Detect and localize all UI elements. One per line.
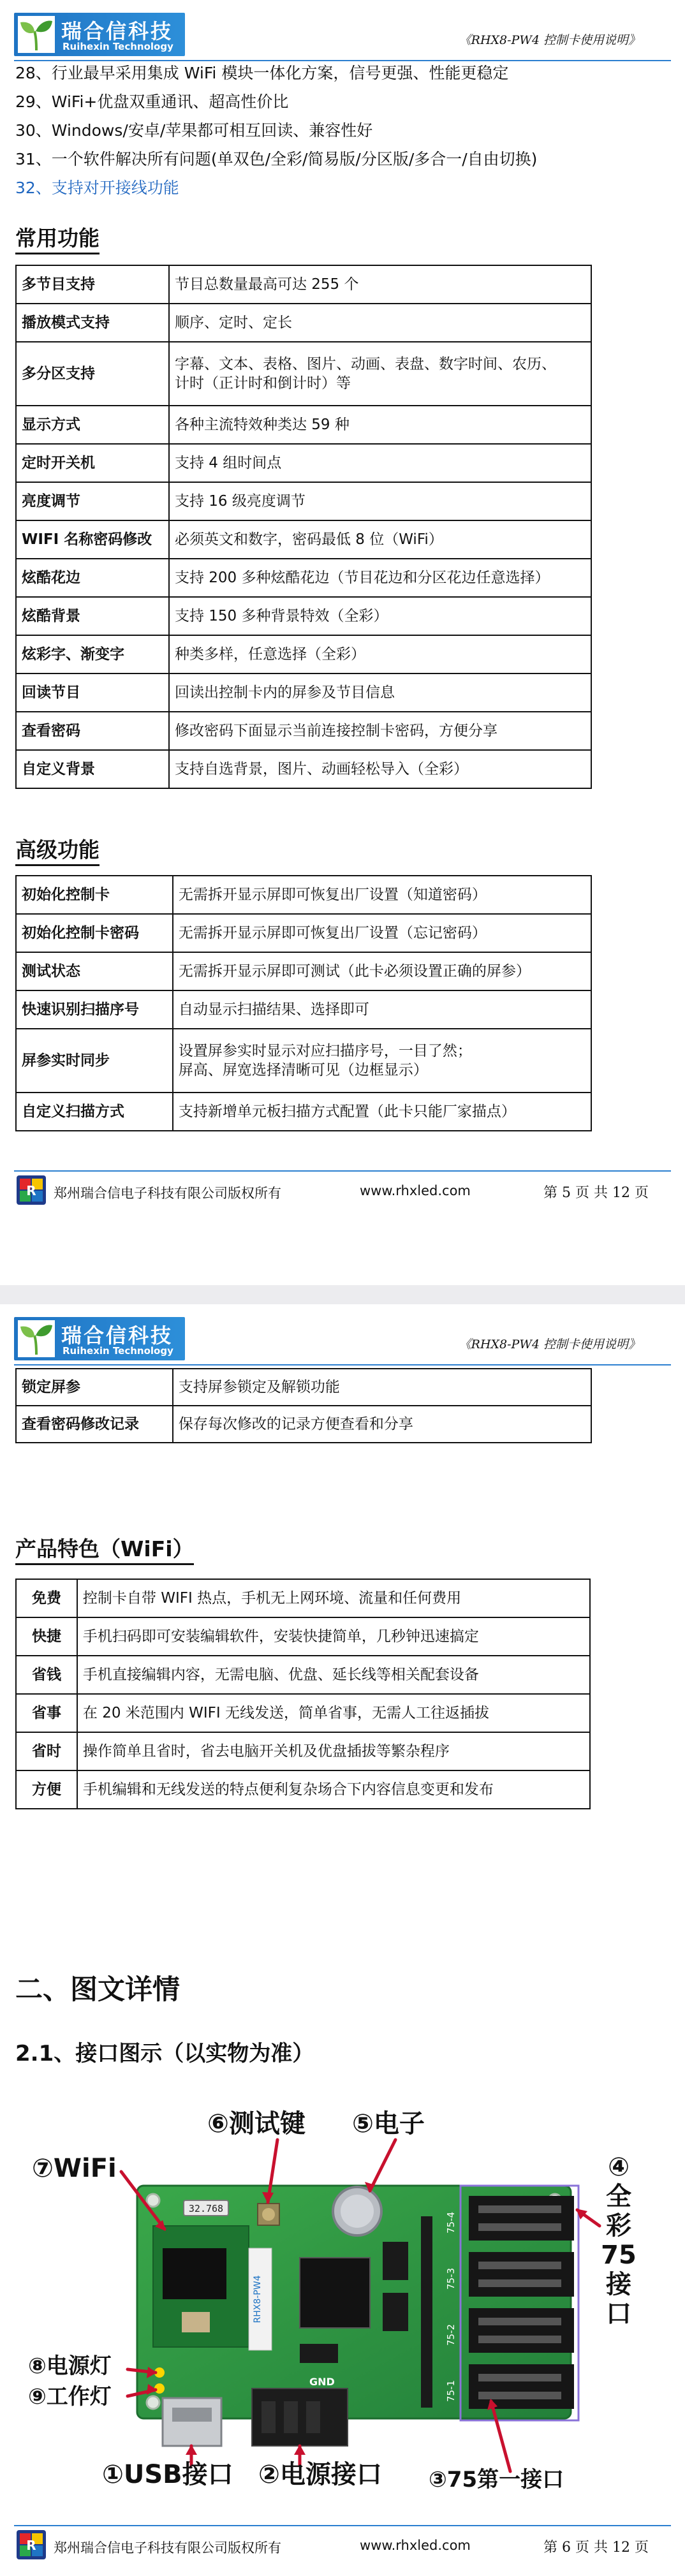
table-key: 快速识别扫描序号: [16, 990, 173, 1029]
company-logo: [14, 13, 185, 56]
table-value-line: 屏高、屏宽选择清晰可见（边框显示）: [178, 1062, 428, 1078]
footer-company: 郑州瑞合信电子科技有限公司版权所有: [54, 2540, 281, 2556]
document-title: 《RHX8-PW4 控制卡使用说明》: [459, 1337, 640, 1351]
table-row: [16, 952, 591, 990]
table-key: 方便: [16, 1770, 77, 1809]
table-key: 炫酷背景: [16, 597, 169, 635]
table-row: [16, 750, 591, 788]
document-page-5: [0, 0, 685, 1285]
feature-item-28: 28、行业最早采用集成 WiFi 模块一体化方案，信号更强、性能更稳定: [15, 64, 509, 82]
table-row: [16, 1617, 590, 1656]
table-value: 支持 200 多种炫酷花边（节目花边和分区花边任意选择）: [169, 559, 591, 597]
logo-chinese-name: 瑞合信科技: [61, 19, 173, 43]
feature-item-32: 32、支持对开接线功能: [15, 179, 179, 197]
table-key: 显示方式: [16, 406, 169, 444]
table-value: 无需拆开显示屏即可恢复出厂设置（忘记密码）: [173, 914, 591, 952]
leaf-logo-icon: [18, 1320, 55, 1357]
table-row: [16, 673, 591, 712]
logo-english-name: Ruihexin Technology: [63, 1345, 173, 1357]
port-label: 75-4: [445, 2211, 457, 2234]
table-key: 自定义背景: [16, 750, 169, 788]
table-key: WIFI 名称密码修改: [16, 520, 169, 559]
footer-url[interactable]: www.rhxled.com: [360, 2538, 471, 2553]
svg-text:R: R: [26, 2538, 36, 2553]
table-key: 炫彩字、渐变字: [16, 635, 169, 673]
table-row: [16, 1732, 590, 1770]
table-row: [16, 1369, 591, 1406]
table-value: 支持屏参锁定及解锁功能: [173, 1369, 591, 1406]
table-row: [16, 1406, 591, 1443]
crystal-label: 32.768: [188, 2203, 224, 2214]
table-key: 省时: [16, 1732, 77, 1770]
table-key: 初始化控制卡密码: [16, 914, 173, 952]
table-value: 无需拆开显示屏即可测试（此卡必须设置正确的屏参）: [173, 952, 591, 990]
footer-page-number: 第 6 页 共 12 页: [543, 2540, 649, 2556]
table-value: 无需拆开显示屏即可恢复出厂设置（知道密码）: [173, 876, 591, 914]
common-functions-heading: 常用功能: [15, 226, 99, 254]
table-value-line: 字幕、文本、表格、图片、动画、表盘、数字时间、农历、: [174, 356, 556, 372]
footer-company: 郑州瑞合信电子科技有限公司版权所有: [54, 1186, 281, 1201]
table-row: [16, 482, 591, 520]
leaf-logo-icon: [18, 16, 55, 53]
table-row: [16, 876, 591, 914]
table-value: 在 20 米范围内 WIFI 无线发送，简单省事，无需人工往返插拔: [77, 1694, 590, 1732]
callout-power-port: ②电源接口: [258, 2460, 382, 2489]
table-row: [16, 1694, 590, 1732]
section-2-heading: 二、图文详情: [15, 1974, 180, 2006]
company-logo: [14, 1317, 185, 1360]
table-value: 必须英文和数字，密码最低 8 位（WiFi）: [169, 520, 591, 559]
table-value: 顺序、定时、定长: [169, 304, 591, 342]
logo-english-name: Ruihexin Technology: [63, 41, 173, 52]
table-key: 多节目支持: [16, 265, 169, 304]
advanced-functions-table: [15, 875, 592, 1131]
table-value: 保存每次修改的记录方便查看和分享: [173, 1406, 591, 1443]
table-value: 手机扫码即可安装编辑软件，安装快捷简单，几秒钟迅速搞定: [77, 1617, 590, 1656]
document-page-6: [0, 1304, 685, 2576]
callout-char: 75: [601, 2241, 637, 2270]
table-key: 初始化控制卡: [16, 876, 173, 914]
table-value: 控制卡自带 WIFI 热点，手机无上网环境、流量和任何费用: [77, 1579, 590, 1617]
table-row: [16, 342, 591, 406]
callout-electronic-battery: ⑤电子: [352, 2109, 425, 2138]
table-value: 手机编辑和无线发送的特点便利复杂场合下内容信息变更和发布: [77, 1770, 590, 1809]
table-key: 多分区支持: [16, 342, 169, 406]
callout-test-button: ⑥测试键: [207, 2109, 306, 2138]
table-value: [173, 1029, 591, 1093]
port-label: 75-2: [445, 2323, 457, 2346]
table-row: [16, 520, 591, 559]
common-functions-table: [15, 265, 592, 789]
feature-item-30: 30、Windows/安卓/苹果都可相互回读、兼容性好: [15, 121, 373, 140]
callout-power-led: ⑧电源灯: [28, 2353, 112, 2379]
svg-text:R: R: [26, 1183, 36, 1198]
callout-char: 口: [606, 2299, 631, 2329]
table-value: 手机直接编辑内容，无需电脑、优盘、延长线等相关配套设备: [77, 1656, 590, 1694]
table-key: 查看密码: [16, 712, 169, 750]
table-value: 种类多样，任意选择（全彩）: [169, 635, 591, 673]
page-footer: [0, 2525, 685, 2576]
table-key: 快捷: [16, 1617, 77, 1656]
table-row: [16, 1579, 590, 1617]
table-value: 支持新增单元板扫描方式配置（此卡只能厂家描点）: [173, 1093, 591, 1131]
feature-item-29: 29、WiFi+优盘双重通讯、超高性价比: [15, 92, 289, 111]
table-key: 炫酷花边: [16, 559, 169, 597]
table-key: 省事: [16, 1694, 77, 1732]
table-row: [16, 304, 591, 342]
table-key: 自定义扫描方式: [16, 1093, 173, 1131]
table-value: 支持 4 组时间点: [169, 444, 591, 482]
company-small-logo-icon: [17, 1175, 46, 1205]
callout-hub75-first-port: ③75第一接口: [429, 2467, 564, 2492]
advanced-functions-table-continued: [15, 1368, 592, 1443]
table-row: [16, 444, 591, 482]
table-key: 查看密码修改记录: [16, 1406, 173, 1443]
board-sticker-label: RHX8-PW4: [253, 2275, 263, 2323]
table-key: 锁定屏参: [16, 1369, 173, 1406]
product-features-heading: 产品特色（WiFi）: [15, 1536, 194, 1565]
company-small-logo-icon: [17, 2530, 46, 2559]
callout-work-led: ⑨工作灯: [28, 2384, 112, 2410]
port-label: 75-1: [445, 2380, 457, 2403]
gnd-label: GND: [309, 2376, 335, 2388]
table-value: 支持 150 多种背景特效（全彩）: [169, 597, 591, 635]
page-header: [0, 1304, 685, 1368]
table-value-line: 计时（正计时和倒计时）等: [174, 375, 351, 392]
footer-divider: [14, 1170, 671, 1172]
table-key: 回读节目: [16, 673, 169, 712]
product-features-table: [15, 1579, 591, 1809]
callout-char: ④: [608, 2153, 630, 2182]
page-footer: [0, 1170, 685, 1221]
table-key: 定时开关机: [16, 444, 169, 482]
table-value: 修改密码下面显示当前连接控制卡密码，方便分享: [169, 712, 591, 750]
callout-char: 全: [606, 2182, 631, 2211]
table-key: 省钱: [16, 1656, 77, 1694]
header-divider: [14, 60, 671, 61]
footer-divider: [14, 2525, 671, 2526]
advanced-functions-heading: 高级功能: [15, 837, 99, 866]
table-row: [16, 1656, 590, 1694]
port-label: 75-3: [445, 2267, 457, 2290]
table-key: 播放模式支持: [16, 304, 169, 342]
table-key: 屏参实时同步: [16, 1029, 173, 1093]
table-row: [16, 635, 591, 673]
table-value: 节目总数量最高可达 255 个: [169, 265, 591, 304]
table-row: [16, 265, 591, 304]
table-value: 支持自选背景，图片、动画轻松导入（全彩）: [169, 750, 591, 788]
table-row: [16, 597, 591, 635]
footer-page-number: 第 5 页 共 12 页: [543, 1185, 649, 1201]
table-key: 测试状态: [16, 952, 173, 990]
feature-item-31: 31、一个软件解决所有问题(单双色/全彩/简易版/分区版/多合一/自由切换): [15, 150, 538, 168]
table-value: 自动显示扫描结果、选择即可: [173, 990, 591, 1029]
section-2-1-heading: 2.1、接口图示（以实物为准）: [15, 2041, 314, 2066]
table-row: [16, 559, 591, 597]
logo-chinese-name: 瑞合信科技: [61, 1323, 173, 1348]
callout-fullcolor-75-ports: [601, 2153, 637, 2329]
footer-url[interactable]: www.rhxled.com: [360, 1183, 471, 1198]
interface-diagram: [0, 2101, 685, 2497]
table-value-line: 设置屏参实时显示对应扫描序号，一目了然；: [178, 1043, 472, 1059]
table-row: [16, 1029, 591, 1093]
table-row: [16, 712, 591, 750]
table-row: [16, 1770, 590, 1809]
callout-char: 彩: [606, 2211, 631, 2241]
table-value: 支持 16 级亮度调节: [169, 482, 591, 520]
table-value: 操作简单且省时，省去电脑开关机及优盘插拔等繁杂程序: [77, 1732, 590, 1770]
table-key: 亮度调节: [16, 482, 169, 520]
callout-wifi: ⑦WiFi: [32, 2154, 117, 2183]
callout-usb-port: ①USB接口: [102, 2460, 233, 2489]
table-row: [16, 914, 591, 952]
table-value: [169, 342, 591, 406]
table-row: [16, 406, 591, 444]
header-divider: [14, 1364, 671, 1365]
table-key: 免费: [16, 1579, 77, 1617]
document-title: 《RHX8-PW4 控制卡使用说明》: [459, 33, 640, 47]
page-header: [0, 0, 685, 64]
table-row: [16, 1093, 591, 1131]
table-row: [16, 990, 591, 1029]
callout-char: 接: [606, 2270, 631, 2299]
table-value: 各种主流特效种类达 59 种: [169, 406, 591, 444]
table-value: 回读出控制卡内的屏参及节目信息: [169, 673, 591, 712]
